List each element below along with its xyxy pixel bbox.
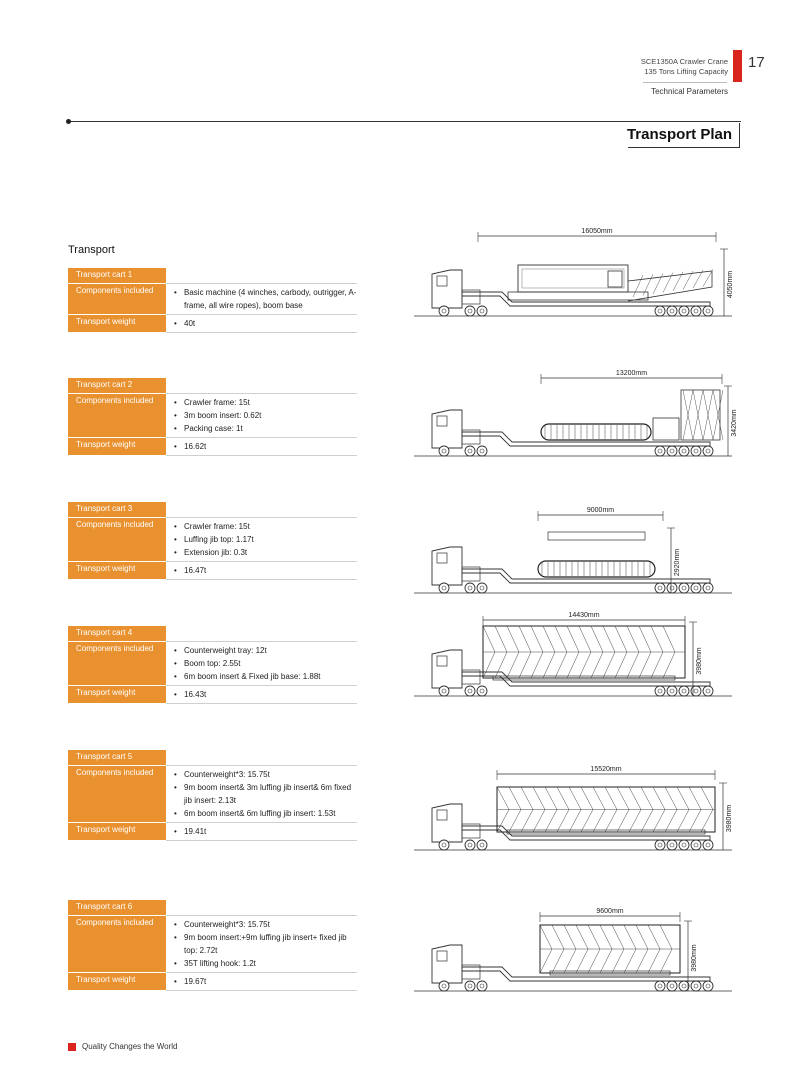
- component-item: • Counterweight*3: 15.75t: [174, 768, 357, 781]
- lattice-brace: [627, 652, 639, 678]
- lattice-brace: [509, 787, 521, 810]
- wheel: [703, 446, 713, 456]
- cart-name: Transport cart 1: [68, 268, 166, 284]
- truck-drawing: [410, 368, 740, 473]
- lattice-brace: [495, 652, 507, 678]
- title-rule: [68, 121, 741, 122]
- lattice-brace: [497, 787, 509, 810]
- truck-drawing: [410, 608, 740, 713]
- cart-table: [68, 378, 357, 456]
- components-label: Components included: [68, 284, 166, 315]
- components-row: [68, 766, 357, 823]
- components-label: Components included: [68, 394, 166, 438]
- lattice-brace: [677, 810, 689, 833]
- truck-drawing: [410, 228, 740, 333]
- footer-red-square: [68, 1043, 76, 1051]
- lattice-brace: [600, 949, 612, 973]
- component-item: • 6m boom insert& 6m luffing jib insert: 1.53t: [174, 807, 357, 820]
- cart-table: [68, 268, 357, 333]
- lattice-brace: [636, 949, 648, 973]
- wheel: [439, 840, 449, 850]
- lattice-brace: [545, 810, 557, 833]
- lattice-brace: [641, 787, 653, 810]
- weight-item: • 19.67t: [174, 975, 357, 988]
- height-label: 2920mm: [674, 548, 681, 577]
- lattice-brace: [617, 810, 629, 833]
- lattice-brace: [663, 626, 675, 652]
- wheel: [703, 981, 713, 991]
- packing-case: [653, 418, 679, 440]
- weight-row: [68, 438, 357, 456]
- drawing-holder: [410, 762, 740, 872]
- lattice-brace: [591, 626, 603, 652]
- wheel: [477, 840, 487, 850]
- components-row: [68, 916, 357, 973]
- weight-row: [68, 823, 357, 841]
- lattice-brace: [615, 652, 627, 678]
- wheel: [655, 583, 665, 593]
- length-label: 13200mm: [615, 370, 648, 377]
- wheel: [679, 306, 689, 316]
- truck-drawing: [410, 903, 740, 1008]
- cart-header-blank: [166, 626, 357, 642]
- lattice-brace: [540, 925, 552, 949]
- lattice-brace: [639, 652, 651, 678]
- cart-header-row: [68, 900, 357, 916]
- lattice-brace: [521, 787, 533, 810]
- weight-row: [68, 686, 357, 704]
- drawing-holder: [410, 228, 740, 338]
- components-label: Components included: [68, 518, 166, 562]
- red-page-tab: [733, 50, 742, 82]
- lattice-brace: [533, 810, 545, 833]
- weight-value: [166, 562, 357, 580]
- footer-slogan: Quality Changes the World: [82, 1042, 178, 1051]
- lattice-brace: [569, 787, 581, 810]
- lattice-brace: [507, 626, 519, 652]
- lattice-brace: [588, 949, 600, 973]
- lattice-brace: [576, 949, 588, 973]
- lattice-brace: [653, 273, 663, 294]
- wheel: [691, 583, 701, 593]
- wheel: [667, 981, 677, 991]
- trailer-deck: [462, 292, 710, 306]
- lattice-brace: [483, 626, 495, 652]
- length-label: 14430mm: [568, 612, 600, 619]
- lattice-brace: [495, 626, 507, 652]
- cart-table: [68, 502, 357, 580]
- lattice-brace: [605, 787, 617, 810]
- wheel: [439, 686, 449, 696]
- lattice-brace: [567, 626, 579, 652]
- wheel: [667, 583, 677, 593]
- cart-name: Transport cart 6: [68, 900, 166, 916]
- lattice-brace: [689, 810, 701, 833]
- lattice-brace: [639, 626, 651, 652]
- lattice-brace: [519, 626, 531, 652]
- lattice-brace: [581, 787, 593, 810]
- lattice-brace: [605, 810, 617, 833]
- height-label: 3980mm: [696, 647, 703, 675]
- drawing-holder: [410, 505, 740, 615]
- weight-row: [68, 562, 357, 580]
- lattice-brace: [665, 787, 677, 810]
- components-value: [166, 394, 357, 438]
- cart-header-row: [68, 378, 357, 394]
- lattice-brace: [603, 626, 615, 652]
- height-label: 4050mm: [727, 270, 734, 299]
- lattice-brace: [531, 652, 543, 678]
- lattice-brace: [636, 925, 648, 949]
- lattice-brace: [555, 626, 567, 652]
- cart-header-blank: [166, 900, 357, 916]
- lattice-brace: [588, 925, 600, 949]
- lattice-brace: [653, 787, 665, 810]
- lattice-brace: [663, 652, 675, 678]
- cart-header-blank: [166, 268, 357, 284]
- wheel: [477, 306, 487, 316]
- model-line-1: SCE1350A Crawler Crane: [640, 57, 728, 66]
- cabin: [608, 271, 622, 287]
- weight-item: • 40t: [174, 317, 357, 330]
- wheel: [477, 686, 487, 696]
- cart-header-blank: [166, 378, 357, 394]
- cart-header-row: [68, 750, 357, 766]
- weight-label: Transport weight: [68, 562, 166, 580]
- weight-value: [166, 973, 357, 991]
- lattice-brace: [701, 810, 713, 833]
- lattice-brace: [603, 652, 615, 678]
- lattice-brace: [567, 652, 579, 678]
- lattice-brace: [633, 275, 643, 297]
- cart-header-row: [68, 502, 357, 518]
- cart-header-blank: [166, 750, 357, 766]
- lattice-brace: [701, 787, 713, 810]
- lattice-brace: [521, 810, 533, 833]
- wheel: [679, 686, 689, 696]
- lattice-brace: [593, 810, 605, 833]
- crawler-track: [538, 561, 655, 577]
- lattice-brace: [579, 652, 591, 678]
- lattice-brace: [579, 626, 591, 652]
- cart-table: [68, 900, 357, 991]
- lattice-brace: [555, 652, 567, 678]
- lattice-brace: [677, 787, 689, 810]
- lattice-brace: [624, 925, 636, 949]
- wheel: [691, 840, 701, 850]
- weight-item: • 16.62t: [174, 440, 357, 453]
- trailer-deck: [462, 569, 710, 583]
- wheel: [691, 981, 701, 991]
- wheel: [655, 446, 665, 456]
- components-row: [68, 518, 357, 562]
- wheel: [655, 306, 665, 316]
- cab-window: [437, 951, 447, 961]
- rule-dot: [66, 119, 71, 124]
- components-row: [68, 642, 357, 686]
- component-item: • 35T lifting hook: 1.2t: [174, 957, 357, 970]
- weight-label: Transport weight: [68, 315, 166, 333]
- component-item: • Counterweight*3: 15.75t: [174, 918, 357, 931]
- weight-label: Transport weight: [68, 973, 166, 991]
- luffing-jib-top: [548, 532, 645, 540]
- wheel: [667, 686, 677, 696]
- lattice-brace: [593, 787, 605, 810]
- drawing-holder: [410, 368, 740, 478]
- weight-label: Transport weight: [68, 823, 166, 841]
- section-name: Technical Parameters: [651, 87, 728, 96]
- lattice-brace: [660, 949, 672, 973]
- lattice-brace: [617, 787, 629, 810]
- wheel: [465, 686, 475, 696]
- wheel: [703, 583, 713, 593]
- lattice-brace: [612, 925, 624, 949]
- wheel: [691, 306, 701, 316]
- boom-insert: [681, 390, 720, 440]
- weight-label: Transport weight: [68, 438, 166, 456]
- wheel: [703, 306, 713, 316]
- height-label: 3980mm: [726, 804, 733, 833]
- lattice-brace: [612, 949, 624, 973]
- lattice-brace: [600, 925, 612, 949]
- wheel: [703, 686, 713, 696]
- lattice-brace: [497, 810, 509, 833]
- wheel: [477, 446, 487, 456]
- lattice-brace: [564, 949, 576, 973]
- lattice-brace: [531, 626, 543, 652]
- lattice-brace: [653, 810, 665, 833]
- component-item: • Boom top: 2.55t: [174, 657, 357, 670]
- lattice-brace: [509, 810, 521, 833]
- trailer-deck: [462, 672, 710, 686]
- weight-value: [166, 315, 357, 333]
- lattice-brace: [507, 652, 519, 678]
- cart-table: [68, 626, 357, 704]
- cart-header-row: [68, 626, 357, 642]
- height-label: 3420mm: [731, 409, 738, 437]
- cab-window: [437, 810, 447, 820]
- wheel: [667, 306, 677, 316]
- drawing-holder: [410, 903, 740, 1013]
- cab-window: [437, 553, 447, 563]
- lattice-brace: [543, 626, 555, 652]
- component-item: • 9m boom insert& 3m luffing jib insert& 6m fixed jib insert: 2.13t: [174, 781, 357, 807]
- components-value: [166, 766, 357, 823]
- length-label: 9600mm: [596, 908, 624, 915]
- wheel: [655, 840, 665, 850]
- lattice-brace: [648, 949, 660, 973]
- lattice-brace: [483, 652, 495, 678]
- trailer-deck: [462, 967, 710, 981]
- wheel: [465, 840, 475, 850]
- wheel: [439, 446, 449, 456]
- lattice-brace: [651, 652, 663, 678]
- weight-item: • 16.43t: [174, 688, 357, 701]
- length-label: 15520mm: [590, 766, 622, 773]
- components-value: [166, 642, 357, 686]
- components-value: [166, 518, 357, 562]
- truck-drawing: [410, 762, 740, 867]
- length-label: 9000mm: [586, 507, 615, 514]
- lattice-brace: [627, 626, 639, 652]
- cab-window: [437, 656, 447, 666]
- wheel: [465, 583, 475, 593]
- model-caption: [641, 57, 728, 77]
- component-item: • Extension jib: 0.3t: [174, 546, 357, 559]
- wheel: [477, 981, 487, 991]
- components-row: [68, 394, 357, 438]
- wheel: [439, 306, 449, 316]
- section-title: Transport: [68, 244, 115, 256]
- cart-name: Transport cart 4: [68, 626, 166, 642]
- wheel: [667, 840, 677, 850]
- cart-table: [68, 750, 357, 841]
- wheel: [655, 686, 665, 696]
- components-value: [166, 284, 357, 315]
- lattice-brace: [641, 810, 653, 833]
- wheel: [703, 840, 713, 850]
- weight-item: • 19.41t: [174, 825, 357, 838]
- components-row: [68, 284, 357, 315]
- lattice-brace: [545, 787, 557, 810]
- lattice-brace: [564, 925, 576, 949]
- length-label: 16050mm: [581, 228, 613, 235]
- lattice-brace: [576, 925, 588, 949]
- weight-label: Transport weight: [68, 686, 166, 704]
- components-label: Components included: [68, 642, 166, 686]
- crawler-track: [541, 424, 651, 440]
- wheel: [679, 446, 689, 456]
- lattice-brace: [552, 949, 564, 973]
- lattice-brace: [540, 949, 552, 973]
- truck-drawing: [410, 505, 740, 610]
- wheel: [691, 686, 701, 696]
- cart-name: Transport cart 2: [68, 378, 166, 394]
- lattice-brace: [663, 273, 673, 293]
- component-item: • Crawler frame: 15t: [174, 520, 357, 533]
- wheel: [465, 981, 475, 991]
- cab-window: [437, 276, 447, 286]
- weight-row: [68, 973, 357, 991]
- component-item: • 9m boom insert:+9m luffing jib insert+ fixed jib top: 2.72t: [174, 931, 357, 957]
- cart-name: Transport cart 3: [68, 502, 166, 518]
- wheel: [465, 446, 475, 456]
- wheel: [691, 446, 701, 456]
- height-label: 3980mm: [691, 944, 698, 972]
- wheel: [679, 981, 689, 991]
- weight-value: [166, 438, 357, 456]
- weight-value: [166, 686, 357, 704]
- wheel: [477, 583, 487, 593]
- lattice-brace: [557, 810, 569, 833]
- page-title-box: [628, 123, 740, 148]
- components-label: Components included: [68, 916, 166, 973]
- drawing-holder: [410, 608, 740, 718]
- wheel: [439, 981, 449, 991]
- lattice-brace: [557, 787, 569, 810]
- lattice-brace: [629, 787, 641, 810]
- cab-window: [437, 416, 447, 426]
- lattice-brace: [648, 925, 660, 949]
- weight-item: • 16.47t: [174, 564, 357, 577]
- wheel: [439, 583, 449, 593]
- component-item: • 6m boom insert & Fixed jib base: 1.88t: [174, 670, 357, 683]
- lattice-brace: [552, 925, 564, 949]
- component-item: • Counterweight tray: 12t: [174, 644, 357, 657]
- wheel: [655, 981, 665, 991]
- component-item: • Luffing jib top: 1.17t: [174, 533, 357, 546]
- carbody: [508, 292, 648, 300]
- header-divider: [643, 82, 727, 83]
- trailer-deck: [462, 432, 710, 446]
- wheel: [679, 583, 689, 593]
- boom-base: [628, 271, 712, 301]
- weight-value: [166, 823, 357, 841]
- lattice-brace: [660, 925, 672, 949]
- component-item: • Packing case: 1t: [174, 422, 357, 435]
- lattice-brace: [569, 810, 581, 833]
- lattice-brace: [591, 652, 603, 678]
- lattice-brace: [689, 787, 701, 810]
- lattice-brace: [519, 652, 531, 678]
- lattice-brace: [651, 626, 663, 652]
- component-item: • 3m boom insert: 0.62t: [174, 409, 357, 422]
- cart-header-blank: [166, 502, 357, 518]
- lattice-brace: [533, 787, 545, 810]
- lattice-brace: [581, 810, 593, 833]
- model-line-2: 135 Tons Lifting Capacity: [644, 67, 728, 76]
- components-value: [166, 916, 357, 973]
- machine-panel: [522, 269, 624, 288]
- weight-row: [68, 315, 357, 333]
- lattice-brace: [624, 949, 636, 973]
- cart-name: Transport cart 5: [68, 750, 166, 766]
- wheel: [679, 840, 689, 850]
- lattice-brace: [615, 626, 627, 652]
- wheel: [465, 306, 475, 316]
- lattice-brace: [543, 652, 555, 678]
- lattice-brace: [665, 810, 677, 833]
- wheel: [667, 446, 677, 456]
- cart-header-row: [68, 268, 357, 284]
- page-title: Transport Plan: [626, 126, 732, 143]
- lattice-brace: [629, 810, 641, 833]
- component-item: • Crawler frame: 15t: [174, 396, 357, 409]
- component-item: • Basic machine (4 winches, carbody, outrigger, A-frame, all wire ropes), boom base: [174, 286, 357, 312]
- page-number: 17: [748, 54, 765, 71]
- components-label: Components included: [68, 766, 166, 823]
